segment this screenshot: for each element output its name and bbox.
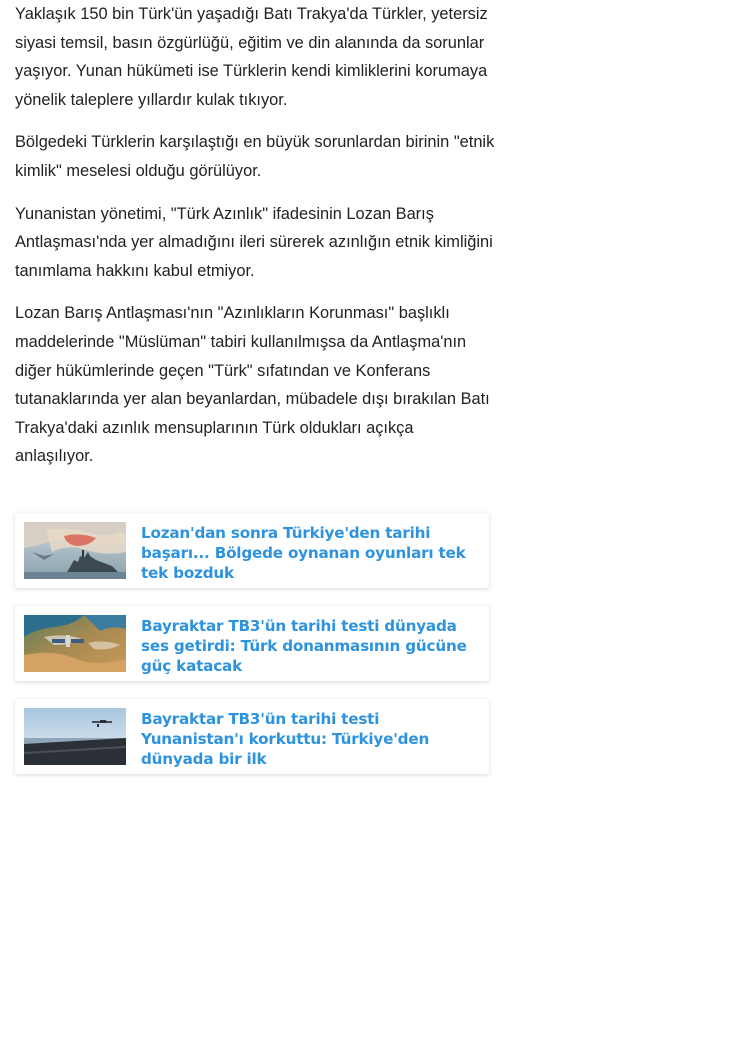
related-news-title[interactable]: Lozan'dan sonra Türkiye'den tarihi başarı... Bölgede oynanan oyunları tek tek bozduk <box>141 524 466 582</box>
drone-ship-thumbnail[interactable] <box>24 708 126 765</box>
related-news-title[interactable]: Bayraktar TB3'ün tarihi testi dünyada ses getirdi: Türk donanmasının gücüne güç katacak <box>141 617 467 675</box>
satellite-earth-thumbnail[interactable] <box>24 615 126 672</box>
related-news-card[interactable] <box>15 699 489 774</box>
warship-map-thumbnail[interactable] <box>24 522 126 579</box>
article-paragraph: Yaklaşık 150 bin Türk'ün yaşadığı Batı Trakya'da Türkler, yetersiz siyasi temsil, basın özgürlüğü, eğitim ve din alanında da sorunlar yaşıyor. Yunan hükümeti ise Türklerin kendi kimliklerini korumaya yönelik taleplere yıllardır kulak tıkıyor. <box>15 5 488 109</box>
related-news-card[interactable] <box>15 513 489 588</box>
related-news-card[interactable] <box>15 606 489 681</box>
article-paragraph: Yunanistan yönetimi, "Türk Azınlık" ifadesinin Lozan Barış Antlaşması'nda yer almadığını ileri sürerek azınlığın etnik kimliğini tanımlama hakkını kabul etmiyor. <box>15 204 493 280</box>
article-paragraph: Bölgedeki Türklerin karşılaştığı en büyük sorunlardan birinin "etnik kimlik" meselesi olduğu görülüyor. <box>15 133 495 180</box>
article-body <box>15 0 495 485</box>
article-paragraph: Lozan Barış Antlaşması'nın "Azınlıkların Korunması" başlıklı maddelerinde "Müslüman" tabiri kullanılmışsa da Antlaşma'nın diğer hükümlerinde geçen "Türk" sıfatından ve Konferans tutanaklarında yer alan beyanlardan, mübadele dışı bırakılan Batı Trakya'daki azınlık mensuplarının Türk oldukları açıkça anlaşılıyor. <box>15 304 490 466</box>
related-news-list <box>15 513 489 792</box>
related-news-title[interactable]: Bayraktar TB3'ün tarihi testi Yunanistan'ı korkuttu: Türkiye'den dünyada bir ilk <box>141 710 430 768</box>
